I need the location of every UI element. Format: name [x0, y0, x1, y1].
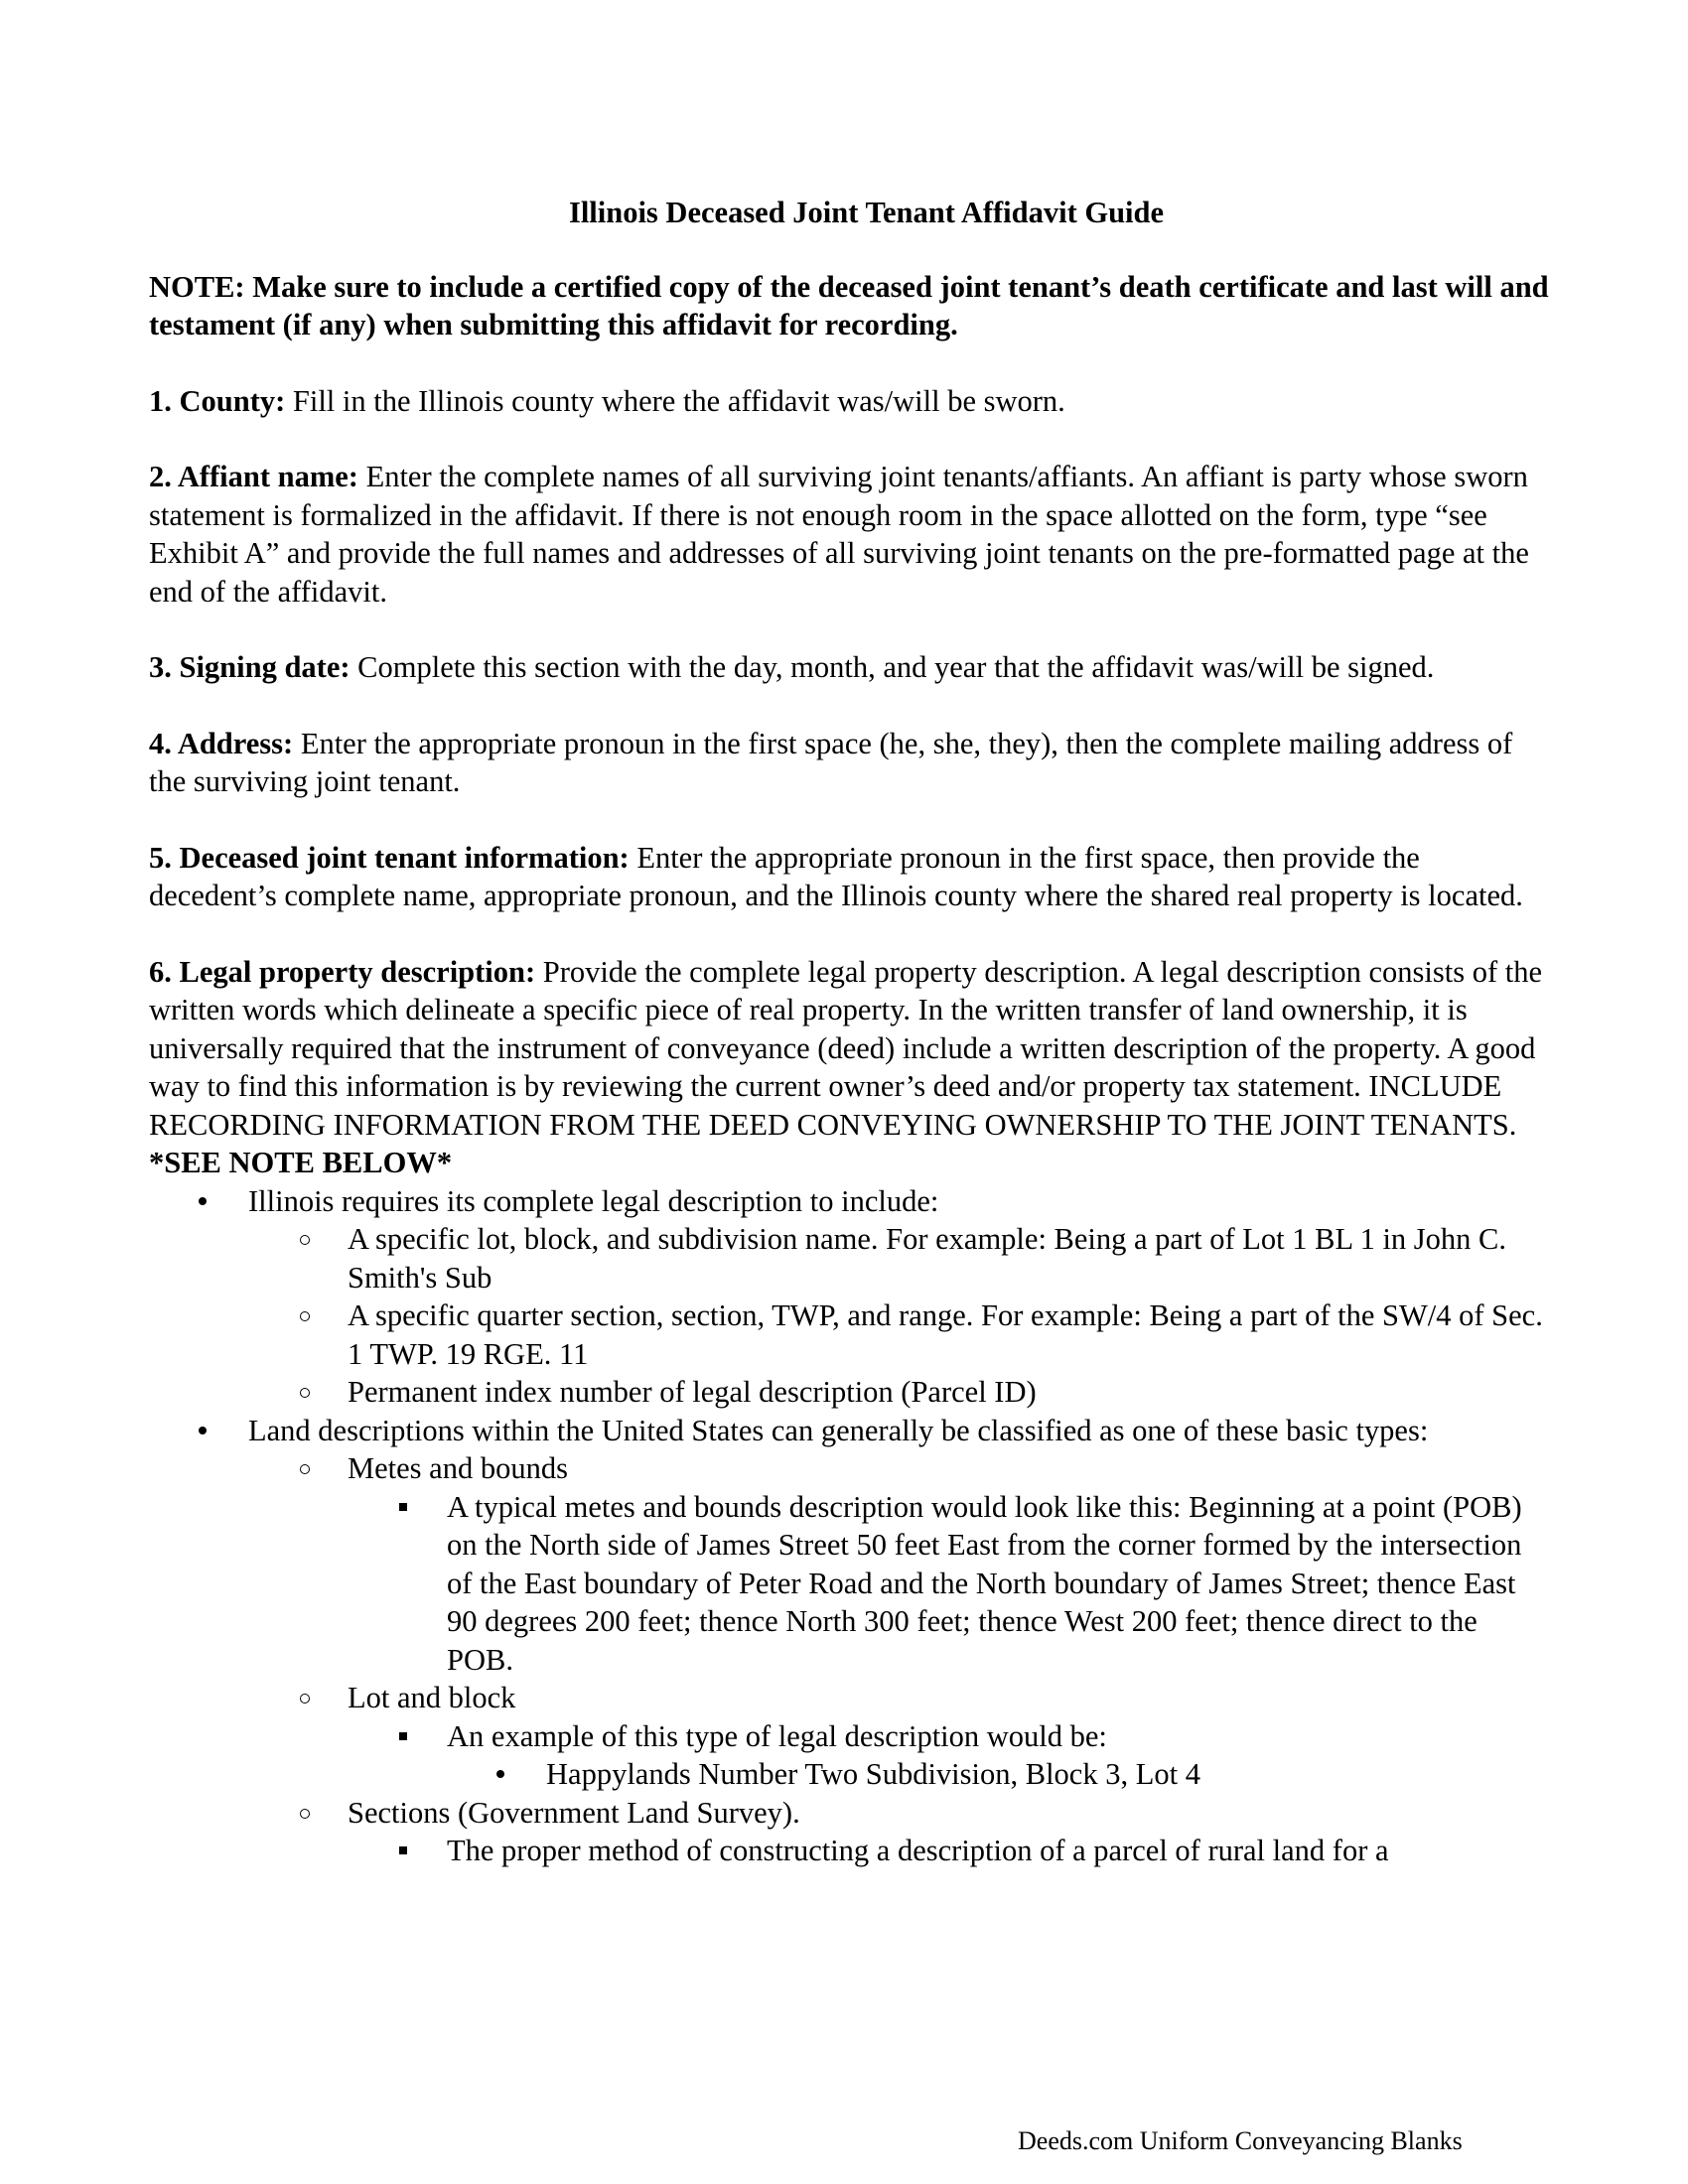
list-item-text: Sections (Government Land Survey).: [348, 1795, 800, 1830]
list-item-text: Lot and block: [348, 1681, 516, 1714]
list-item: [149, 1373, 1549, 1412]
document-title: Illinois Deceased Joint Tenant Affidavit Guide: [568, 196, 1165, 229]
section-county: [149, 382, 1549, 421]
document-page: [149, 194, 1549, 1870]
section-address-label: 4. Address:: [149, 726, 294, 760]
section-county-label: 1. County:: [149, 383, 286, 418]
section-address: [149, 725, 1549, 801]
section-affiant-name-text: Enter the complete names of all surviving joint tenants/affiants. An affiant is party whose sworn statement is formalized in the affidavit. If there is not enough room in the space allotted on the form, type “see Exhibit A” and provide the full names and addresses of all surviving joint tenants on the pre-formatted page at the end of the affidavit.: [149, 460, 1529, 609]
section-address-text: Enter the appropriate pronoun in the first space (he, she, they), then the complete mailing address of the surviving joint tenant.: [149, 726, 1513, 798]
list-item: [149, 1297, 1549, 1373]
list-item: [149, 1717, 1549, 1756]
list-item: [149, 1488, 1549, 1680]
section-deceased-info-text: Enter the appropriate pronoun in the first space, then provide the decedent’s complete name, appropriate pronoun, and the Illinois county where the shared real property is located.: [149, 840, 1523, 912]
list-item-text: Permanent index number of legal description (Parcel ID): [348, 1375, 1037, 1409]
list-item-text: An example of this type of legal description would be:: [447, 1718, 1107, 1753]
list-item-text: A specific lot, block, and subdivision name. For example: Being a part of Lot 1 BL 1 in John C. Smith's Sub: [348, 1222, 1507, 1295]
page-footer: Deeds.com Uniform Conveyancing Blanks: [1018, 2126, 1463, 2155]
see-note-below: *SEE NOTE BELOW*: [149, 1146, 453, 1179]
list-item-text: The proper method of constructing a description of a parcel of rural land for a: [447, 1834, 1389, 1867]
section-signing-date-label: 3. Signing date:: [149, 650, 351, 684]
section-signing-date-text: Complete this section with the day, month, and year that the affidavit was/will be signed.: [350, 650, 1435, 684]
section-legal-description-label: 6. Legal property description:: [149, 954, 536, 989]
section-legal-description: [149, 953, 1549, 1182]
section-legal-description-text: Provide the complete legal property description. A legal description consists of the written words which delineate a specific piece of real property. In the written transfer of land ownership, it is universally required that the instrument of conveyance (deed) include a written description of the property. A good way to find this information is by reviewing the current owner’s deed and/or property tax statement. INCLUDE RECORDING INFORMATION FROM THE DEED CONVEYING OWNERSHIP TO THE JOINT TENANTS.: [149, 954, 1543, 1142]
section-deceased-info-label: 5. Deceased joint tenant information:: [149, 840, 630, 875]
list-item-text: Metes and bounds: [348, 1451, 568, 1485]
list-item-text: Illinois requires its complete legal description to include:: [248, 1183, 939, 1218]
list-item: [149, 1755, 1549, 1794]
list-item-text: Land descriptions within the United States can generally be classified as one of these basic types:: [248, 1413, 1429, 1447]
list-item: [149, 1412, 1549, 1450]
section-affiant-name-label: 2. Affiant name:: [149, 460, 358, 493]
list-item: [149, 1220, 1549, 1297]
list-item: [149, 1449, 1549, 1488]
section-county-text: Fill in the Illinois county where the affidavit was/will be sworn.: [285, 383, 1065, 418]
list-item-text: A typical metes and bounds description would look like this: Beginning at a point (POB) on the North side of James Street 50 feet East from the corner formed by the intersection of the East boundary of Peter Road and the North boundary of James Street; thence East 90 degrees 200 feet; thence North 300 feet; thence West 200 feet; thence direct to the POB.: [447, 1489, 1522, 1677]
list-item-text: Happylands Number Two Subdivision, Block 3, Lot 4: [546, 1757, 1200, 1791]
list-item: [149, 1679, 1549, 1717]
section-signing-date: [149, 648, 1549, 687]
section-deceased-info: [149, 839, 1549, 915]
list-item-text: A specific quarter section, section, TWP, and range. For example: Being a part of the SW/4 of Sec. 1 TWP. 19 RGE. 11: [348, 1298, 1543, 1371]
note-paragraph: NOTE: Make sure to include a certified copy of the deceased joint tenant’s death certificate and last will and testament (if any) when submitting this affidavit for recording.: [149, 269, 1549, 341]
list-item: [149, 1182, 1549, 1221]
list-item: [149, 1794, 1549, 1833]
legal-description-list: [149, 1182, 1549, 1870]
list-item: [149, 1832, 1549, 1870]
section-affiant-name: [149, 458, 1549, 611]
